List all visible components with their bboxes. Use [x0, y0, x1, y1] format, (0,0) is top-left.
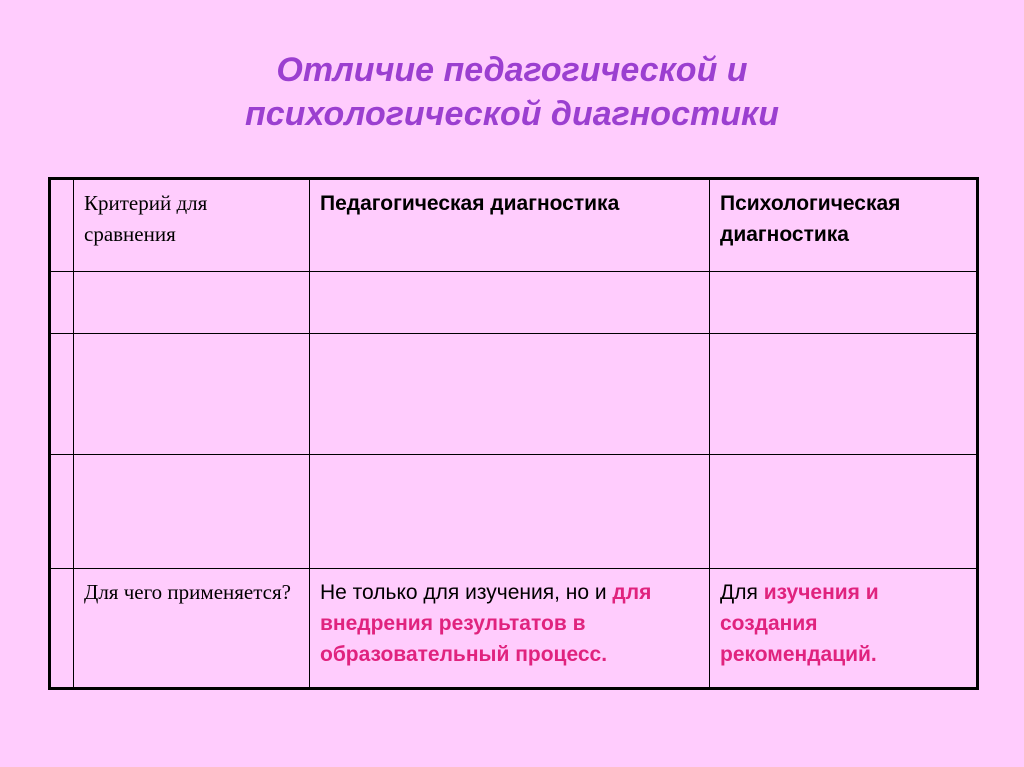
table-header-psychological	[710, 179, 978, 272]
usage-pedagogical-cell	[310, 569, 710, 689]
table-cell	[310, 272, 710, 334]
table-cell	[50, 272, 74, 334]
table-header-pedagogical	[310, 179, 710, 272]
comparison-table	[48, 177, 979, 690]
usage-pedagogical-accent: для внедрения результатов в образовательный процесс.	[320, 581, 652, 666]
table-header-row	[50, 179, 978, 272]
usage-psychological-text	[710, 569, 976, 670]
table-row-usage	[50, 569, 978, 689]
table-row	[50, 334, 978, 455]
table-cell	[710, 334, 978, 455]
table-row	[50, 272, 978, 334]
table-cell	[710, 272, 978, 334]
table-cell-index	[50, 179, 74, 272]
usage-criterion-text: Для чего применяется?	[84, 580, 291, 604]
table-cell	[74, 334, 310, 455]
usage-pedagogical-plain: Не только для изучения, но и	[320, 581, 613, 604]
usage-psychological-plain: Для	[720, 581, 764, 604]
usage-psychological-cell	[710, 569, 978, 689]
slide-title	[0, 48, 1024, 136]
table-header-criterion	[74, 179, 310, 272]
usage-psychological-accent: изучения и создания рекомендаций.	[720, 581, 879, 666]
table-cell	[50, 455, 74, 569]
table-row	[50, 455, 978, 569]
slide-title-line-2: психологической диагностики	[245, 95, 779, 133]
table-cell	[50, 569, 74, 689]
slide-title-line-1: Отличие педагогической и	[276, 51, 748, 89]
criterion-header-text: Критерий для сравнения	[84, 191, 208, 246]
table-cell	[710, 455, 978, 569]
pedagogical-header-text: Педагогическая диагностика	[320, 192, 620, 215]
psychological-header-text: Психологическая диагностика	[720, 192, 901, 246]
usage-pedagogical-text	[310, 569, 709, 670]
usage-criterion-cell	[74, 569, 310, 689]
table-cell	[74, 272, 310, 334]
table-cell	[50, 334, 74, 455]
table-cell	[74, 455, 310, 569]
table-cell	[310, 334, 710, 455]
table-cell	[310, 455, 710, 569]
